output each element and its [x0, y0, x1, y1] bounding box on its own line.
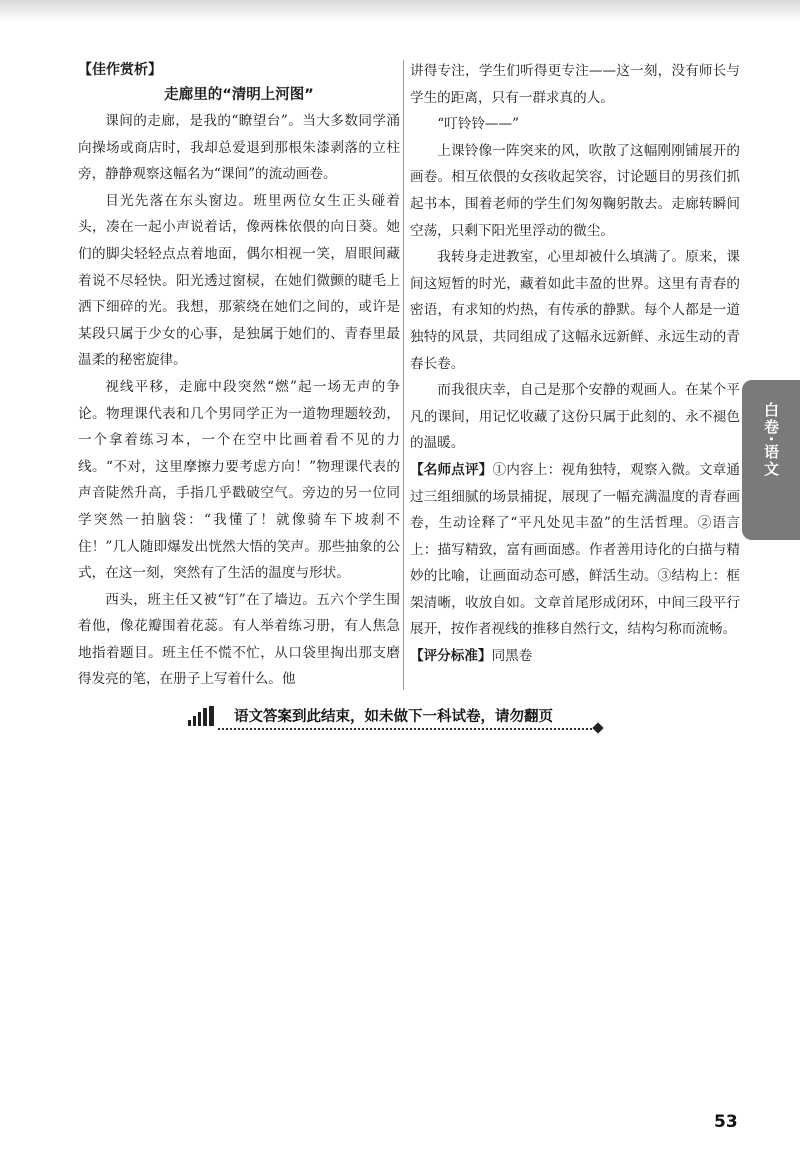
- essay-paragraph: 课间的走廊，是我的“瞭望台”。当大多数同学涌向操场或商店时，我却总爱退到那根朱漆剥落的立柱旁，静静观察这幅名为“课间”的流动画卷。: [78, 113, 400, 183]
- teacher-comment-text: ①内容上：视角独特，观察入微。文章通过三组细腻的场景捕捉，展现了一幅充满温度的青春画卷，生动诠释了“平凡处见丰盈”的生活哲理。②语言上：描写精致，富有画面感。作者善用诗化的白描与精妙的比喻，让画面动态可感，鲜活生动。③结构上：框架清晰，收放自如。文章首尾形成闭环，中间三段平行展开，按作者视线的推移自然行文，结构匀称而流畅。: [410, 461, 741, 638]
- essay-paragraph: 而我很庆幸，自己是那个安静的观画人。在某个平凡的课间，用记忆收藏了这份只属于此刻的、永不褪色的温暖。: [410, 382, 740, 452]
- essay-paragraph: 视线平移，走廊中段突然“燃”起一场无声的争论。物理课代表和几个男同学正为一道物理题较劲，一个拿着练习本，一个在空中比画着看不见的力线。“不对，这里摩擦力要考虑方向！”物理课代表的声音陡然升高，手指几乎戳破空气。旁边的另一位同学突然一拍脑袋：“我懂了！就像骑车下坡刹不住！”几人随即爆发出恍然大悟的笑声。那些抽象的公式，在这一刻，突然有了生活的温度与形状。: [78, 378, 400, 582]
- teacher-comment-tag: 【名师点评】: [410, 461, 493, 478]
- left-column: [78, 58, 400, 693]
- grading-standard-text: 同黑卷: [491, 648, 533, 665]
- teacher-comment: [410, 457, 740, 643]
- page-top-shadow: [0, 0, 800, 22]
- essay-paragraph-continued: 讲得专注，学生们听得更专注——这一刻，没有师长与学生的距离，只有一群求真的人。: [410, 63, 740, 106]
- grading-standard: [410, 643, 740, 670]
- essay-paragraph: 上课铃像一阵突来的风，吹散了这幅刚刚铺展开的画卷。相互依偎的女孩收起笑容，讨论题目的男孩们抓起书本，围着老师的学生们匆匆鞠躬散去。走廊转瞬间空荡，只剩下阳光里浮动的微尘。: [410, 142, 740, 239]
- essay-paragraph: “叮铃铃——”: [437, 116, 520, 133]
- signal-bars-icon: [188, 706, 216, 726]
- essay-paragraph: 目光先落在东头窗边。班里两位女生正头碰着头，凑在一起小声说着话，像两株依偎的向日葵。她们的脚尖轻轻点点着地面，偶尔相视一笑，眉眼间藏着说不尽轻快。阳光透过窗棂，在她们微颤的睫毛上洒下细碎的光。我想，那萦绕在她们之间的，或许是某段只属于少女的心事，是独属于她们的、青春里最温柔的秘密旋律。: [78, 192, 400, 369]
- article-title: 走廊里的“清明上河图”: [164, 87, 314, 103]
- footer-notice: [188, 702, 608, 732]
- page-number: 53: [714, 1112, 738, 1132]
- right-column: [410, 58, 740, 670]
- footer-diamond-icon: [592, 722, 603, 733]
- side-tab: [742, 380, 800, 540]
- footer-dotted-line: [218, 728, 600, 730]
- footer-notice-text: 语文答案到此结束，如未做下一科试卷，请勿翻页: [234, 709, 553, 725]
- essay-paragraph: 我转身走进教室，心里却被什么填满了。原来，课间这短暂的时光，藏着如此丰盈的世界。这里有青春的密语，有求知的灼热，有传承的静默。每个人都是一道独特的风景，共同组成了这幅永远新鲜、永远生动的青春长卷。: [410, 249, 740, 372]
- column-divider: [403, 60, 404, 690]
- grading-standard-tag: 【评分标准】: [410, 648, 492, 665]
- section-tag-excellent-essay: 【佳作赏析】: [78, 62, 162, 78]
- essay-paragraph: 西头，班主任又被“钉”在了墙边。五六个学生围着他，像花瓣围着花蕊。有人举着练习册，有人焦急地指着题目。班主任不慌不忙，从口袋里掏出那支磨得发亮的笔，在册子上写着什么。他: [78, 591, 400, 688]
- side-tab-label: 白卷·语文: [762, 402, 780, 478]
